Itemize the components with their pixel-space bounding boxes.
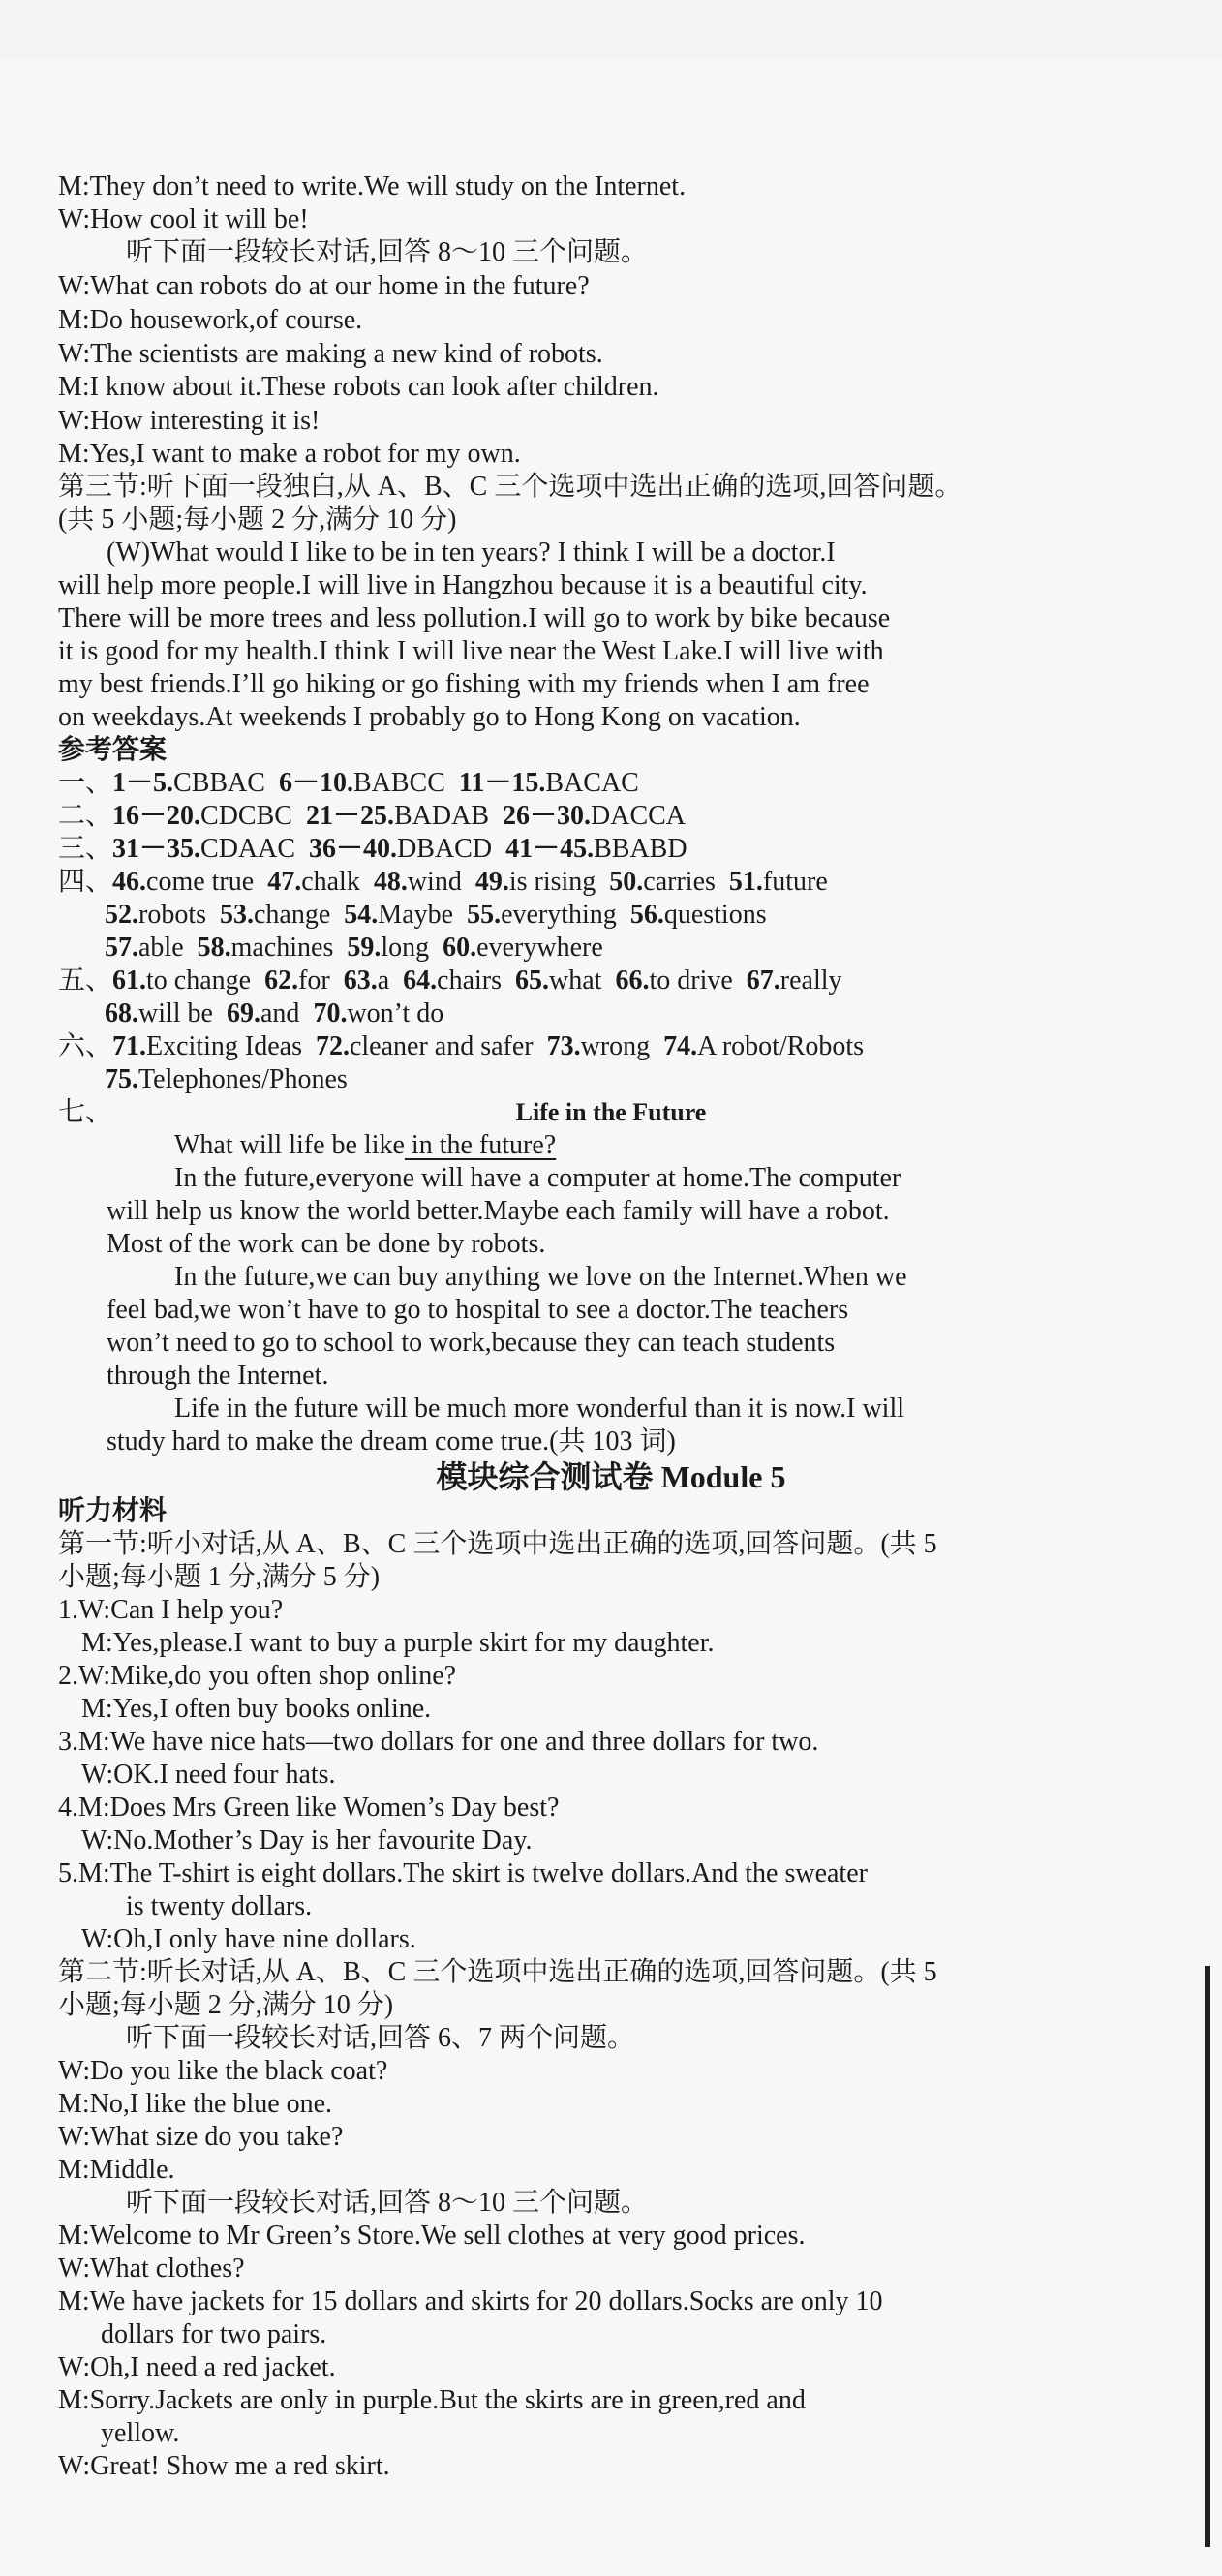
dialogue-line: W:Do you like the black coat?: [58, 2056, 388, 2086]
dialogue-line: M:Welcome to Mr Green’s Store.We sell clothes at very good prices.: [58, 2221, 806, 2251]
dialogue-line: W:How interesting it is!: [58, 406, 321, 436]
dialogue-line: M:Middle.: [58, 2155, 175, 2185]
section-1-scoring: 小题;每小题 1 分,满分 5 分): [58, 1562, 381, 1592]
essay-title: Life in the Future: [515, 1098, 707, 1126]
dialogue-line: yellow.: [101, 2418, 180, 2448]
dialogue-line: M:We have jackets for 15 dollars and skirts for 20 dollars.Socks are only 10: [58, 2286, 883, 2316]
essay-question: What will life be like in the future?: [174, 1130, 557, 1160]
section-3-scoring: (共 5 小题;每小题 2 分,满分 10 分): [58, 505, 457, 535]
section-3-heading: 第三节:听下面一段独白,从 A、B、C 三个选项中选出正确的选项,回答问题。: [58, 472, 962, 502]
answer-row: 75.Telephones/Phones: [105, 1064, 348, 1094]
dialogue-line: is twenty dollars.: [126, 1891, 313, 1921]
dialogue-line: 1.W:Can I help you?: [58, 1595, 284, 1625]
dialogue-line: W:The scientists are making a new kind of robots.: [58, 339, 603, 369]
dialogue-line: W:Great! Show me a red skirt.: [58, 2451, 390, 2481]
dialogue-line: W:How cool it will be!: [58, 204, 309, 234]
essay-line: In the future,everyone will have a computer at home.The computer: [174, 1163, 901, 1193]
essay-number: 七、: [58, 1097, 113, 1127]
dialogue-line: W:What size do you take?: [58, 2122, 344, 2152]
instruction-line: 听下面一段较长对话,回答 6、7 两个问题。: [126, 2023, 635, 2053]
section-2-scoring: 小题;每小题 2 分,满分 10 分): [58, 1990, 394, 2020]
essay-line: feel bad,we won’t have to go to hospital to see a doctor.The teachers: [107, 1295, 849, 1325]
page-edge-bar: [1205, 1966, 1210, 2547]
listening-heading: 听力材料: [58, 1496, 168, 1526]
answer-row: 六、71.Exciting Ideas 72.cleaner and safer 73.wrong 74.A robot/Robots: [58, 1031, 865, 1061]
answer-row: 一、1－5.CBBAC 6－10.BABCC 11－15.BACAC: [58, 768, 639, 798]
dialogue-line: M:No,I like the blue one.: [58, 2089, 333, 2119]
dialogue-line: M:Sorry.Jackets are only in purple.But the skirts are in green,red and: [58, 2385, 806, 2415]
answer-row: 三、31－35.CDAAC 36－40.DBACD 41－45.BBABD: [58, 834, 687, 864]
dialogue-line: 4.M:Does Mrs Green like Women’s Day best?: [58, 1793, 560, 1823]
monologue-line: (W)What would I like to be in ten years? I think I will be a doctor.I: [107, 537, 836, 567]
section-1-heading: 第一节:听小对话,从 A、B、C 三个选项中选出正确的选项,回答问题。(共 5: [58, 1529, 937, 1559]
answer-row: 68.will be 69.and 70.won’t do: [105, 998, 444, 1028]
dialogue-line: W:Oh,I only have nine dollars.: [81, 1924, 416, 1954]
answer-row: 五、61.to change 62.for 63.a 64.chairs 65.what 66.to drive 67.really: [58, 966, 842, 996]
instruction-line: 听下面一段较长对话,回答 8～10 三个问题。: [126, 237, 649, 267]
dialogue-line: M:They don’t need to write.We will study on the Internet.: [58, 171, 687, 201]
answer-row: 四、46.come true 47.chalk 48.wind 49.is rising 50.carries 51.future: [58, 867, 828, 897]
essay-line: through the Internet.: [107, 1361, 329, 1391]
essay-line: Life in the future will be much more wonderful than it is now.I will: [174, 1394, 905, 1424]
dialogue-line: M:Do housework,of course.: [58, 305, 363, 335]
dialogue-line: M:I know about it.These robots can look after children.: [58, 372, 659, 402]
answers-heading: 参考答案: [58, 735, 168, 765]
answer-row: 57.able 58.machines 59.long 60.everywhere: [105, 933, 603, 963]
essay-line: Most of the work can be done by robots.: [107, 1229, 546, 1259]
module-title: 模块综合测试卷 Module 5: [436, 1459, 786, 1494]
answer-row: 52.robots 53.change 54.Maybe 55.everything 56.questions: [105, 900, 767, 930]
monologue-line: on weekdays.At weekends I probably go to Hong Kong on vacation.: [58, 702, 801, 732]
section-2-heading: 第二节:听长对话,从 A、B、C 三个选项中选出正确的选项,回答问题。(共 5: [58, 1957, 937, 1987]
dialogue-line: M:Yes,I want to make a robot for my own.: [58, 439, 521, 469]
dialogue-line: 5.M:The T-shirt is eight dollars.The skirt is twelve dollars.And the sweater: [58, 1858, 868, 1888]
dialogue-line: 3.M:We have nice hats—two dollars for one and three dollars for two.: [58, 1727, 819, 1757]
dialogue-line: M:Yes,please.I want to buy a purple skirt for my daughter.: [81, 1628, 715, 1658]
essay-line: will help us know the world better.Maybe each family will have a robot.: [107, 1196, 890, 1226]
dialogue-line: dollars for two pairs.: [101, 2319, 327, 2349]
dialogue-line: W:What clothes?: [58, 2254, 245, 2284]
dialogue-line: W:What can robots do at our home in the future?: [58, 271, 590, 301]
page-top-margin: [0, 0, 1222, 58]
dialogue-line: 2.W:Mike,do you often shop online?: [58, 1661, 457, 1691]
essay-line: In the future,we can buy anything we love on the Internet.When we: [174, 1262, 907, 1292]
answer-row: 二、16－20.CDCBC 21－25.BADAB 26－30.DACCA: [58, 801, 687, 831]
monologue-line: my best friends.I’ll go hiking or go fishing with my friends when I am free: [58, 669, 870, 699]
essay-line: won’t need to go to school to work,because they can teach students: [107, 1328, 836, 1358]
essay-line: study hard to make the dream come true.(共 103 词): [107, 1426, 676, 1457]
dialogue-line: W:Oh,I need a red jacket.: [58, 2352, 336, 2382]
monologue-line: will help more people.I will live in Hangzhou because it is a beautiful city.: [58, 570, 868, 600]
dialogue-line: W:OK.I need four hats.: [81, 1760, 336, 1790]
dialogue-line: M:Yes,I often buy books online.: [81, 1694, 432, 1724]
instruction-line: 听下面一段较长对话,回答 8～10 三个问题。: [126, 2188, 649, 2218]
monologue-line: it is good for my health.I think I will live near the West Lake.I will live with: [58, 636, 884, 666]
monologue-line: There will be more trees and less pollution.I will go to work by bike because: [58, 603, 891, 633]
dialogue-line: W:No.Mother’s Day is her favourite Day.: [81, 1825, 533, 1855]
